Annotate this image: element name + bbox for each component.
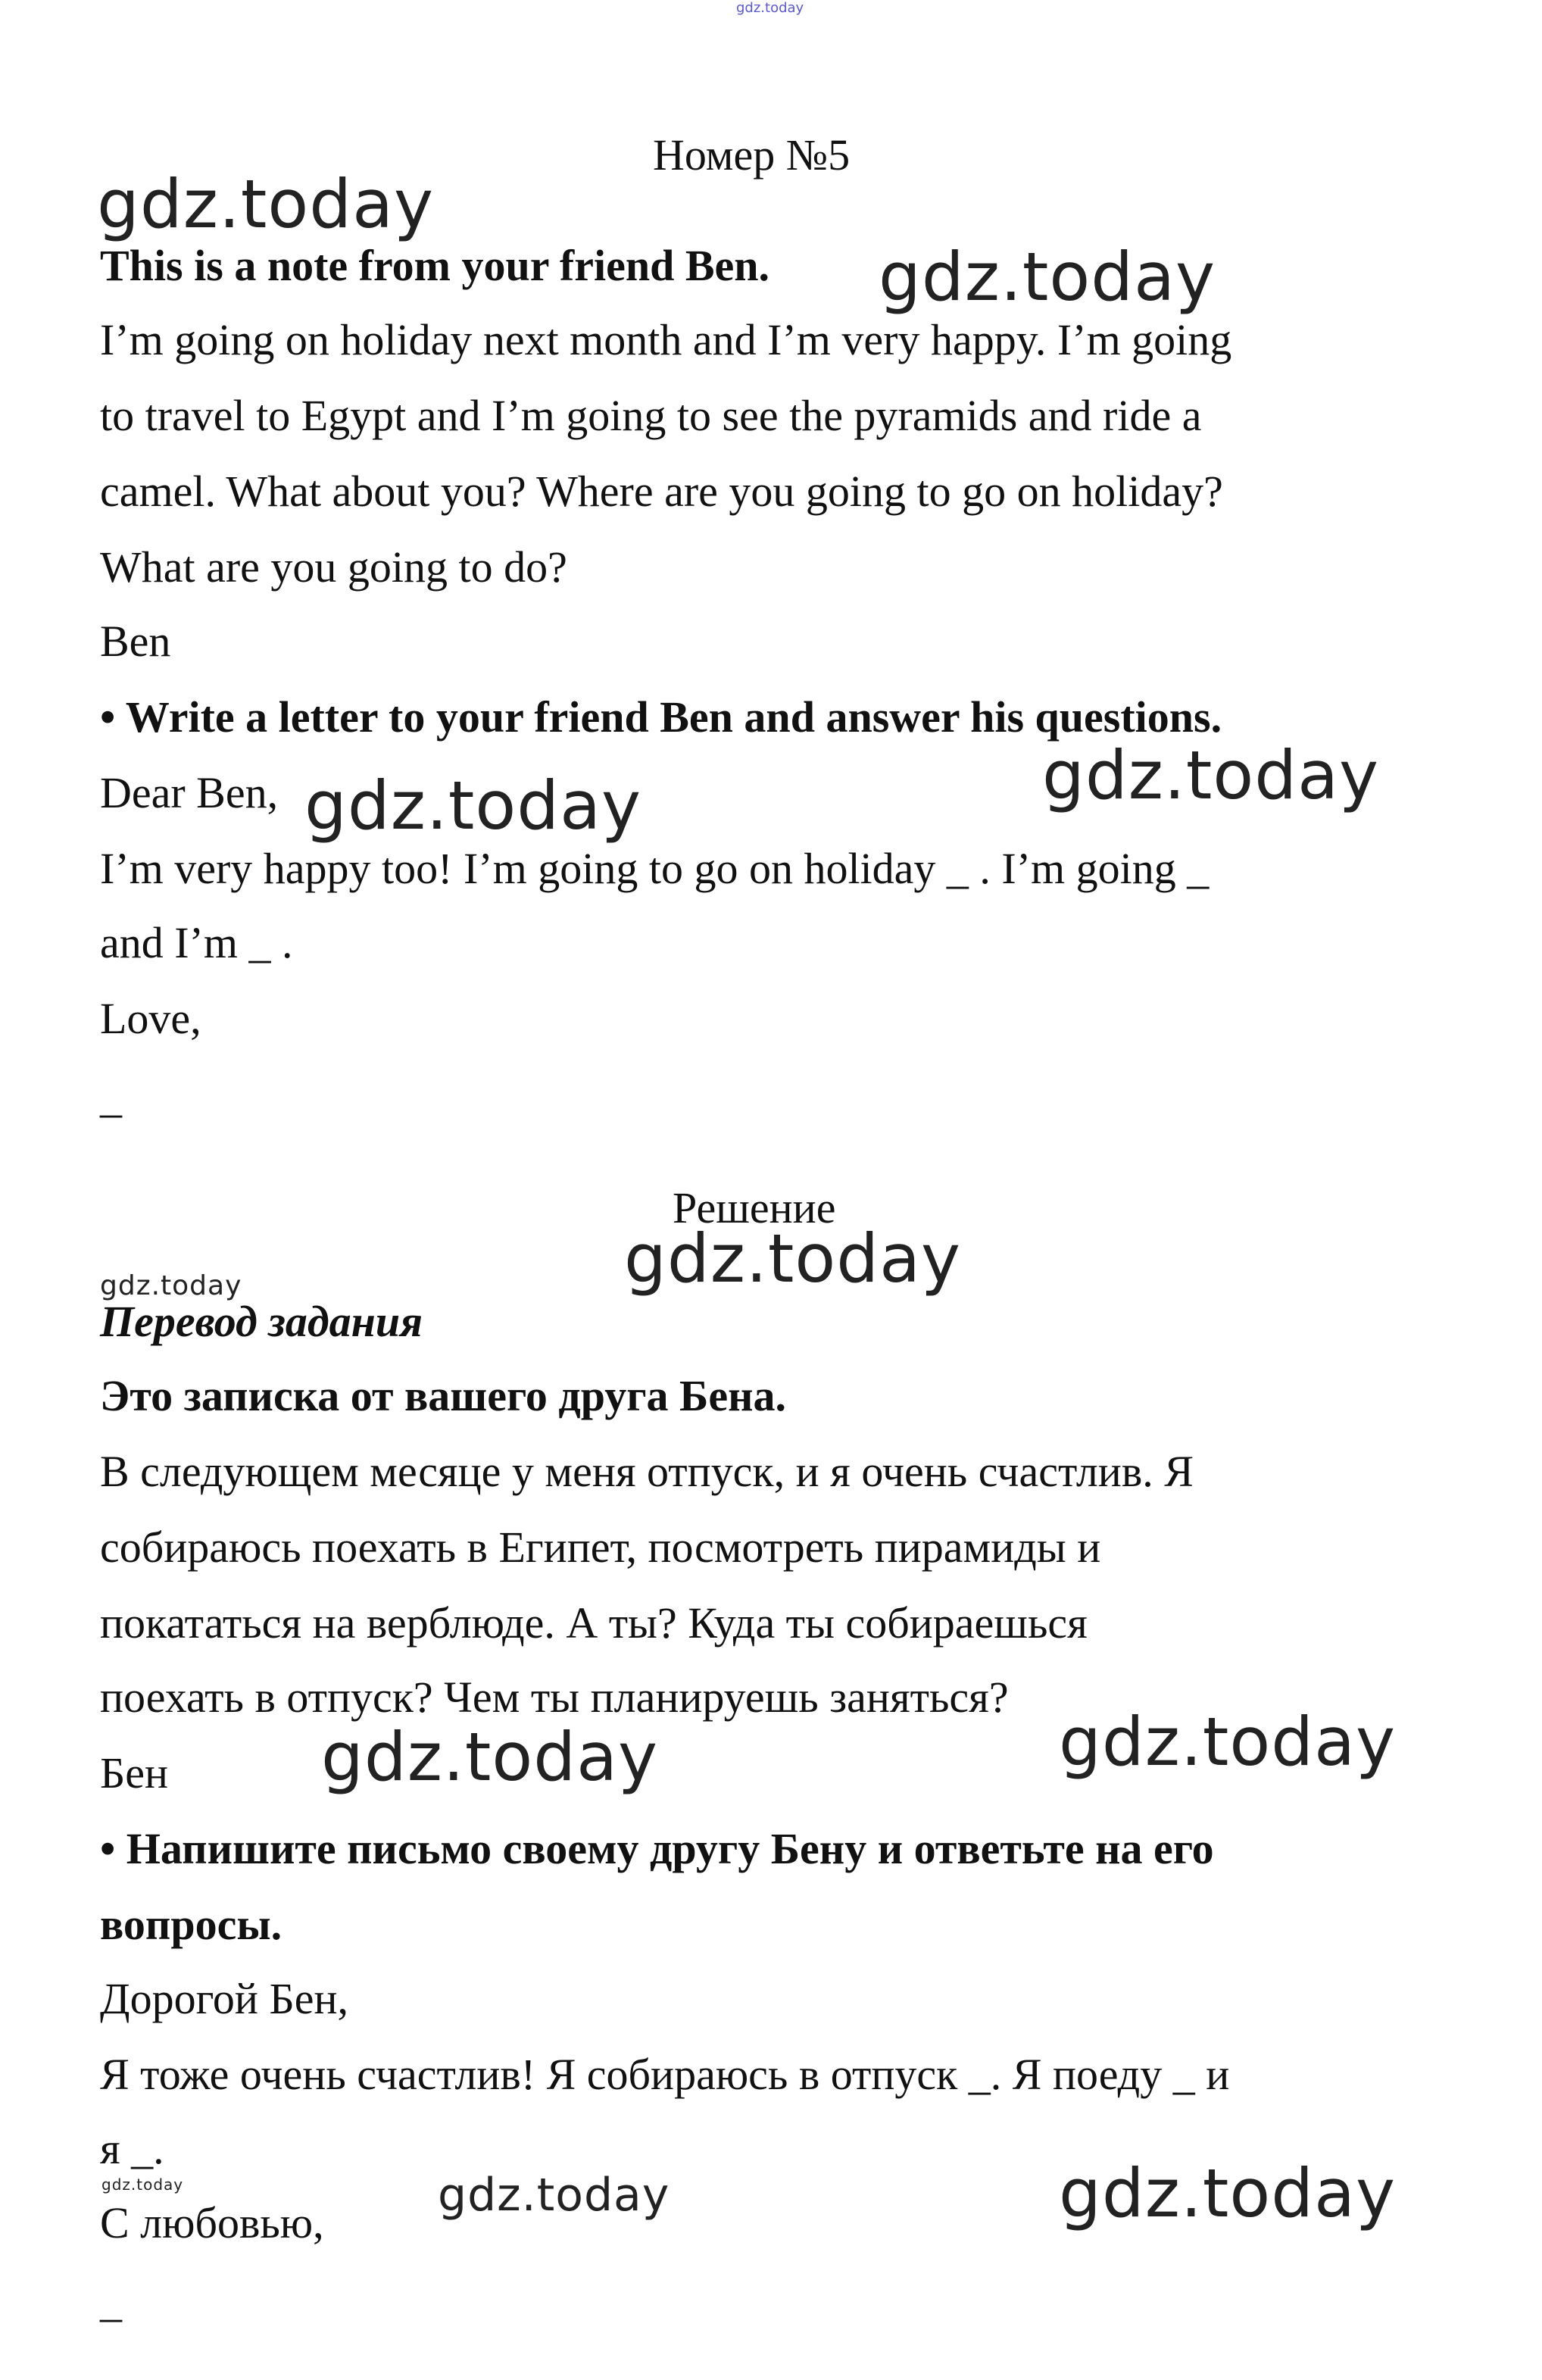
watermark: gdz.today [304,767,642,845]
russian-note-line: В следующем месяце у меня отпуск, и я очень счастлив. Я [100,1447,1194,1496]
russian-greeting: Дорогой Бен, [100,1974,349,2023]
watermark: gdz.today [1059,1703,1397,1781]
russian-task-line: вопросы. [100,1900,282,1949]
watermark: gdz.today [438,2169,670,2222]
watermark: gdz.today [1042,736,1380,814]
russian-letter-line: Я тоже очень счастлив! Я собираюсь в отпуск _. Я поеду _ и [100,2050,1230,2099]
english-note-line: camel. What about you? Where are you going to go on holiday? [100,467,1223,516]
russian-task-line: • Напишите письмо своему другу Бену и ответьте на его [100,1824,1214,1873]
watermark: gdz.today [100,1270,242,1301]
english-letter-line: I’m very happy too! I’m going to go on holiday _ . I’m going _ [100,844,1210,893]
russian-note-line: покататься на верблюде. А ты? Куда ты собираешься [100,1598,1088,1648]
watermark: gdz.today [1059,2154,1397,2232]
top-watermark: gdz.today [736,0,804,16]
english-intro: This is a note from your friend Ben. [100,241,770,290]
russian-signature: Бен [100,1748,169,1797]
english-greeting: Dear Ben, [100,768,279,817]
page-title: Номер №5 [653,130,851,180]
watermark: gdz.today [879,238,1216,316]
english-closing: Love, [100,994,201,1043]
russian-intro: Это записка от вашего друга Бена. [100,1371,787,1420]
english-note-line: I’m going on holiday next month and I’m very happy. I’m going [100,315,1232,364]
english-note-line: What are you going to do? [100,542,567,592]
english-note-line: to travel to Egypt and I’m going to see the pyramids and ride a [100,391,1202,440]
russian-blank: _ [100,2277,122,2326]
russian-note-line: поехать в отпуск? Чем ты планируешь заняться? [100,1673,1009,1722]
translation-heading: Перевод задания [100,1297,423,1346]
english-blank: _ [100,1073,122,1122]
russian-closing: С любовью, [100,2198,324,2247]
english-signature: Ben [100,617,171,666]
watermark: gdz.today [321,1718,659,1796]
watermark: gdz.today [97,165,435,243]
russian-note-line: собираюсь поехать в Египет, посмотреть пирамиды и [100,1523,1101,1572]
english-task: • Write a letter to your friend Ben and answer his questions. [100,692,1222,742]
russian-letter-line: я _. [100,2124,164,2173]
watermark: gdz.today [101,2175,184,2194]
watermark: gdz.today [624,1220,962,1298]
english-letter-line: and I’m _ . [100,918,293,967]
solution-heading: Решение [673,1183,836,1232]
